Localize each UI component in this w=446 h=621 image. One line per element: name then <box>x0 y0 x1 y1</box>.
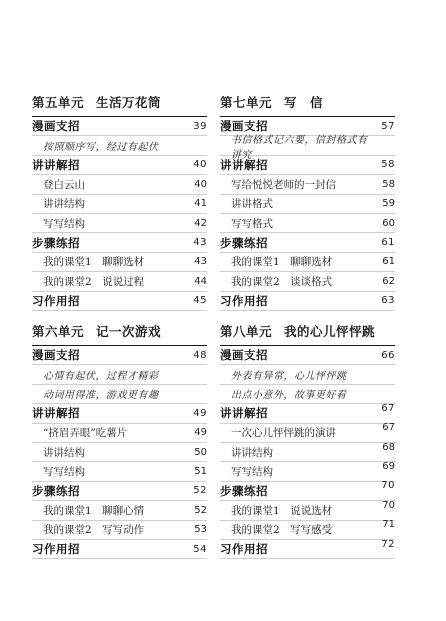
toc-entry-text: 讲讲解招 <box>220 157 268 172</box>
toc-entry-text: 习作用招 <box>220 293 268 308</box>
toc-page-number: 66 <box>381 349 395 361</box>
toc-slogan-row[interactable] <box>220 134 395 161</box>
toc-slogan-row[interactable] <box>32 136 207 155</box>
toc-page-number: 61 <box>381 237 395 249</box>
unit-number: 第六单元 <box>32 324 85 339</box>
toc-page-number: 57 <box>381 120 395 132</box>
toc-page-number: 71 <box>382 519 395 531</box>
toc-rows <box>220 346 395 559</box>
toc-page-number: 69 <box>382 461 395 473</box>
toc-page-number: 43 <box>193 237 207 249</box>
unit-name: 记一次游戏 <box>96 324 162 339</box>
unit-number: 第七单元 <box>220 95 273 110</box>
toc-page-number: 43 <box>194 256 207 268</box>
unit-number: 第五单元 <box>32 95 85 110</box>
unit-number: 第八单元 <box>220 324 273 339</box>
toc-slogan-row[interactable] <box>32 385 207 404</box>
toc-section-row[interactable] <box>220 540 395 559</box>
toc-entry-text: 写写结构 <box>43 217 85 230</box>
toc-page-number: 40 <box>193 159 207 171</box>
toc-slogan-row[interactable] <box>220 385 395 404</box>
toc-item-row[interactable] <box>220 424 395 443</box>
toc-rows <box>32 117 207 311</box>
toc-page-number: 67 <box>382 422 395 434</box>
toc-entry-text: 讲讲解招 <box>220 406 268 421</box>
toc-item-row[interactable] <box>220 253 395 272</box>
toc-section-row[interactable] <box>32 482 207 501</box>
toc-entry-text: “挤眉弄眼”吃薯片 <box>43 427 128 440</box>
toc-section-row[interactable] <box>220 404 395 423</box>
toc-page-number: 58 <box>382 178 395 190</box>
unit-5 <box>32 93 207 311</box>
toc-page-number: 58 <box>381 159 395 171</box>
toc-page-number: 52 <box>193 485 207 497</box>
toc-item-row[interactable] <box>32 424 207 443</box>
toc-section-row[interactable] <box>220 156 395 175</box>
toc-page-number: 59 <box>382 198 395 210</box>
toc-section-row[interactable] <box>220 292 395 311</box>
toc-entry-text: 写写格式 <box>231 217 273 230</box>
unit-title <box>220 93 395 117</box>
toc-page-number: 68 <box>382 441 395 453</box>
toc-entry-text: 漫画支招 <box>220 119 268 134</box>
toc-entry-text: 我的课堂1 聊聊选材 <box>43 256 145 269</box>
toc-entry-text: 步骤练招 <box>220 235 268 250</box>
toc-rows <box>220 117 395 311</box>
toc-entry-text: 登白云山 <box>43 178 85 191</box>
toc-entry-text: 心情有起伏，过程才精彩 <box>43 371 159 383</box>
unit-name: 我的心儿怦怦跳 <box>284 324 376 339</box>
toc-item-row[interactable] <box>220 443 395 462</box>
unit-title <box>32 93 207 117</box>
toc-entry-text: 书信格式记六要，信封格式有讲究 <box>231 134 368 161</box>
toc-entry-text: 我的课堂2 谈谈格式 <box>231 275 333 288</box>
toc-entry-text: 习作用招 <box>32 542 80 557</box>
toc-section-row[interactable] <box>32 233 207 252</box>
toc-item-row[interactable] <box>220 175 395 194</box>
unit-name: 写 信 <box>284 95 324 110</box>
toc-entry-text: 讲讲解招 <box>32 406 80 421</box>
toc-entry-text: 外表有异常，心儿怦怦跳 <box>231 371 347 383</box>
toc-item-row[interactable] <box>220 272 395 291</box>
toc-page-number: 60 <box>382 217 395 229</box>
toc-item-row[interactable] <box>32 501 207 520</box>
toc-section-row[interactable] <box>32 540 207 559</box>
toc-entry-text: 动词用得准，游戏更有趣 <box>43 390 159 402</box>
toc-slogan-row[interactable] <box>32 365 207 384</box>
toc-item-row[interactable] <box>220 501 395 520</box>
toc-entry-text: 习作用招 <box>220 542 268 557</box>
toc-page-number: 41 <box>194 198 207 210</box>
toc-page-number: 40 <box>194 178 207 190</box>
toc-entry-text: 漫画支招 <box>32 348 80 363</box>
toc-entry-text: 步骤练招 <box>220 483 268 498</box>
toc-item-row[interactable] <box>32 214 207 233</box>
toc-page-number: 45 <box>193 295 207 307</box>
toc-page-number: 53 <box>194 524 207 536</box>
toc-entry-text: 漫画支招 <box>220 348 268 363</box>
toc-page-number: 48 <box>193 349 207 361</box>
unit-title <box>32 322 207 346</box>
toc-page-number: 49 <box>193 407 207 419</box>
unit-6 <box>32 322 207 559</box>
toc-page-number: 50 <box>194 446 207 458</box>
toc-item-row[interactable] <box>32 253 207 272</box>
toc-page-number: 61 <box>382 256 395 268</box>
toc-entry-text: 漫画支招 <box>32 119 80 134</box>
toc-page-number: 49 <box>194 427 207 439</box>
toc-entry-text: 出点小意外，故事更好看 <box>231 390 347 402</box>
toc-page-number: 54 <box>193 543 207 555</box>
toc-item-row[interactable] <box>220 195 395 214</box>
toc-item-row[interactable] <box>32 272 207 291</box>
toc-entry-text: 我的课堂2 写写感受 <box>231 524 333 537</box>
toc-entry-text: 我的课堂1 说说选材 <box>231 504 333 517</box>
toc-section-row[interactable] <box>220 482 395 501</box>
toc-section-row[interactable] <box>32 117 207 136</box>
toc-item-row[interactable] <box>32 195 207 214</box>
toc-page-number: 44 <box>194 275 207 287</box>
unit-7 <box>220 93 395 311</box>
toc-entry-text: 我的课堂2 说说过程 <box>43 275 145 288</box>
toc-entry-text: 我的课堂1 聊聊心情 <box>43 504 145 517</box>
toc-page-number: 62 <box>382 275 395 287</box>
toc-page-number: 70 <box>381 480 395 492</box>
toc-entry-text: 按照顺序写，经过有起伏 <box>43 142 159 154</box>
toc-entry-text: 讲讲格式 <box>231 198 273 211</box>
toc-section-row[interactable] <box>32 156 207 175</box>
toc-entry-text: 步骤练招 <box>32 483 80 498</box>
toc-entry-text: 讲讲解招 <box>32 157 80 172</box>
toc-section-row[interactable] <box>32 292 207 311</box>
toc-page-number: 42 <box>194 217 207 229</box>
toc-entry-text: 写写结构 <box>43 466 85 479</box>
toc-section-row[interactable] <box>220 233 395 252</box>
toc-page-number: 70 <box>382 499 395 511</box>
toc-page-number: 63 <box>381 295 395 307</box>
toc-page-number: 67 <box>381 402 395 414</box>
unit-title <box>220 322 395 346</box>
toc-page-number: 52 <box>194 504 207 516</box>
toc-entry-text: 写给悦悦老师的一封信 <box>231 178 336 191</box>
toc-page-number: 72 <box>381 538 395 550</box>
toc-entry-text: 写写结构 <box>231 466 273 479</box>
toc-item-row[interactable] <box>32 521 207 540</box>
toc-entry-text: 习作用招 <box>32 293 80 308</box>
toc-entry-text: 讲讲结构 <box>43 446 85 459</box>
toc-item-row[interactable] <box>220 521 395 540</box>
toc-item-row[interactable] <box>220 462 395 481</box>
toc-entry-text: 讲讲结构 <box>231 446 273 459</box>
unit-name: 生活万花筒 <box>96 95 162 110</box>
toc-item-row[interactable] <box>32 462 207 481</box>
toc-entry-text: 步骤练招 <box>32 235 80 250</box>
toc-section-row[interactable] <box>32 404 207 423</box>
toc-item-row[interactable] <box>32 443 207 462</box>
toc-entry-text: 我的课堂1 聊聊选材 <box>231 256 333 269</box>
toc-page-number: 39 <box>193 120 207 132</box>
toc-section-row[interactable] <box>32 346 207 365</box>
toc-rows <box>32 346 207 559</box>
toc-item-row[interactable] <box>32 175 207 194</box>
toc-slogan-row[interactable] <box>220 365 395 384</box>
unit-8 <box>220 322 395 559</box>
toc-entry-text: 一次心儿怦怦跳的演讲 <box>231 427 336 440</box>
toc-item-row[interactable] <box>220 214 395 233</box>
toc-entry-text: 我的课堂2 写写动作 <box>43 524 145 537</box>
toc-entry-text: 讲讲结构 <box>43 198 85 211</box>
toc-page-number: 51 <box>194 466 207 478</box>
toc-section-row[interactable] <box>220 346 395 365</box>
